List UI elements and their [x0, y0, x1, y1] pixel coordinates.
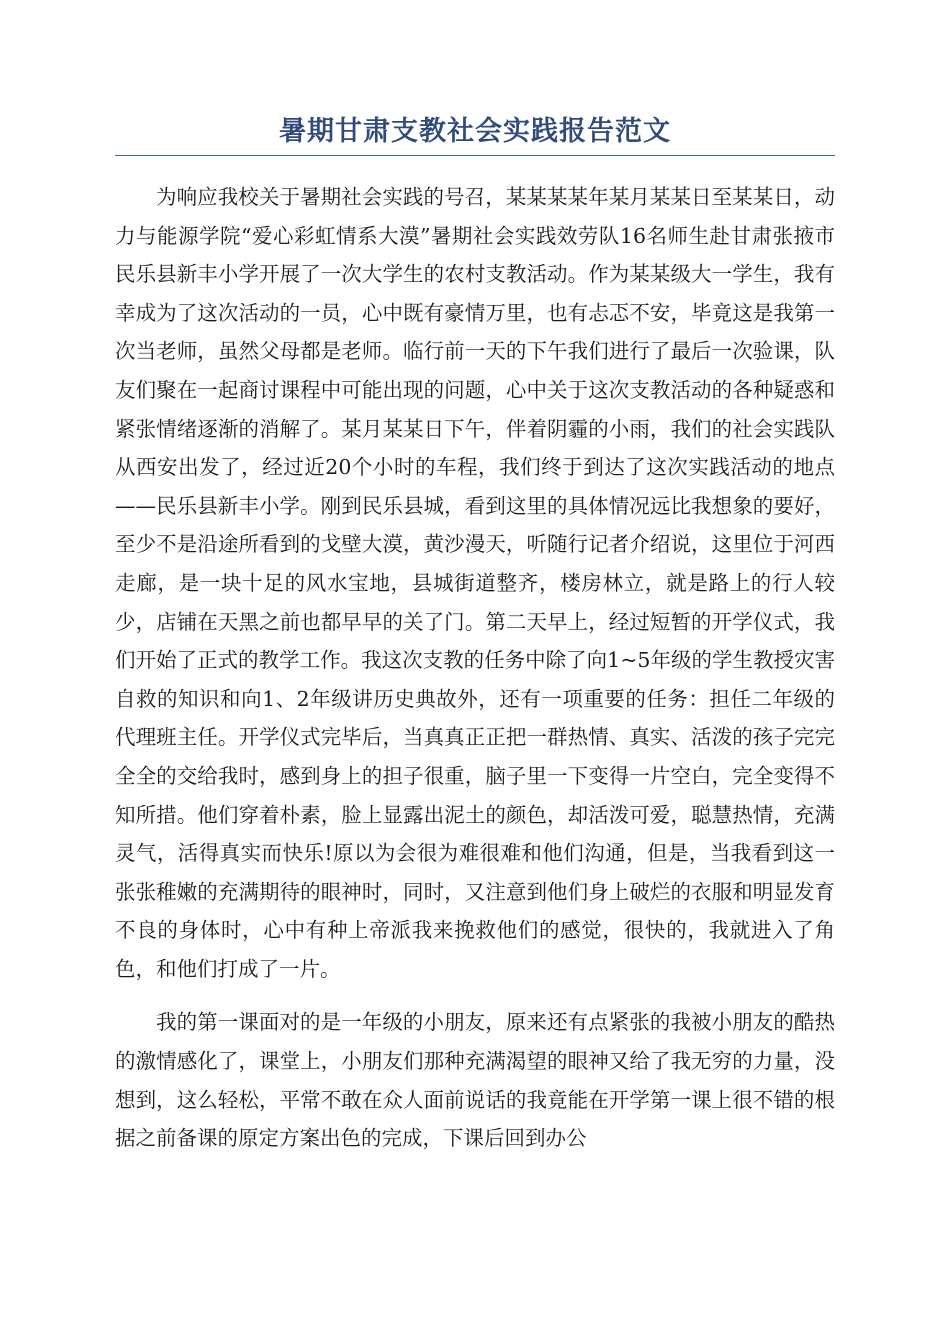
- paragraph-2: 我的第一课面对的是一年级的小朋友，原来还有点紧张的我被小朋友的酷热的激情感化了，课堂上，小朋友们那种充满渴望的眼神又给了我无穷的力量，没想到，这么轻松，平常不敢在众人面前说话的我竟能在开学第一课上很不错的根据之前备课的原定方案出色的完成，下课后回到办公: [115, 1010, 835, 1151]
- document-title: 暑期甘肃支教社会实践报告范文: [279, 116, 671, 147]
- document-body: [115, 178, 835, 1158]
- document-page: [115, 110, 835, 1158]
- title-underline: [115, 155, 835, 156]
- paragraph-1: 为响应我校关于暑期社会实践的号召，某某某某年某月某某日至某某日，动力与能源学院“爱心彩虹情系大漠”暑期社会实践效劳队16名师生赴甘肃张掖市民乐县新丰小学开展了一次大学生的农村支教活动。作为某某级大一学生，我有幸成为了这次活动的一员，心中既有豪情万里，也有忐忑不安，毕竟这是我第一次当老师，虽然父母都是老师。临行前一天的下午我们进行了最后一次验课，队友们聚在一起商讨课程中可能出现的问题，心中关于这次支教活动的各种疑惑和紧张情绪逐渐的消解了。某月某某日下午，伴着阴霾的小雨，我们的社会实践队从西安出发了，经过近20个小时的车程，我们终于到达了这次实践活动的地点——民乐县新丰小学。刚到民乐县城，看到这里的具体情况远比我想象的要好，至少不是沿途所看到的戈壁大漠，黄沙漫天，听随行记者介绍说，这里位于河西走廊，是一块十足的风水宝地，县城街道整齐，楼房林立，就是路上的行人较少，店铺在天黑之前也都早早的关了门。第二天早上，经过短暂的开学仪式，我们开始了正式的教学工作。我这次支教的任务中除了向1~5年级的学生教授灾害自救的知识和向1、2年级讲历史典故外，还有一项重要的任务：担任二年级的代理班主任。开学仪式完毕后，当真真正正把一群热情、真实、活泼的孩子完完全全的交给我时，感到身上的担子很重，脑子里一下变得一片空白，完全变得不知所措。他们穿着朴素，脸上显露出泥土的颜色，却活泼可爱，聪慧热情，充满灵气，活得真实而快乐!原以为会很为难很难和他们沟通，但是，当我看到这一张张稚嫩的充满期待的眼神时，同时，又注意到他们身上破烂的衣服和明显发育不良的身体时，心中有种上帝派我来挽救他们的感觉，很快的，我就进入了角色，和他们打成了一片。: [115, 185, 835, 981]
